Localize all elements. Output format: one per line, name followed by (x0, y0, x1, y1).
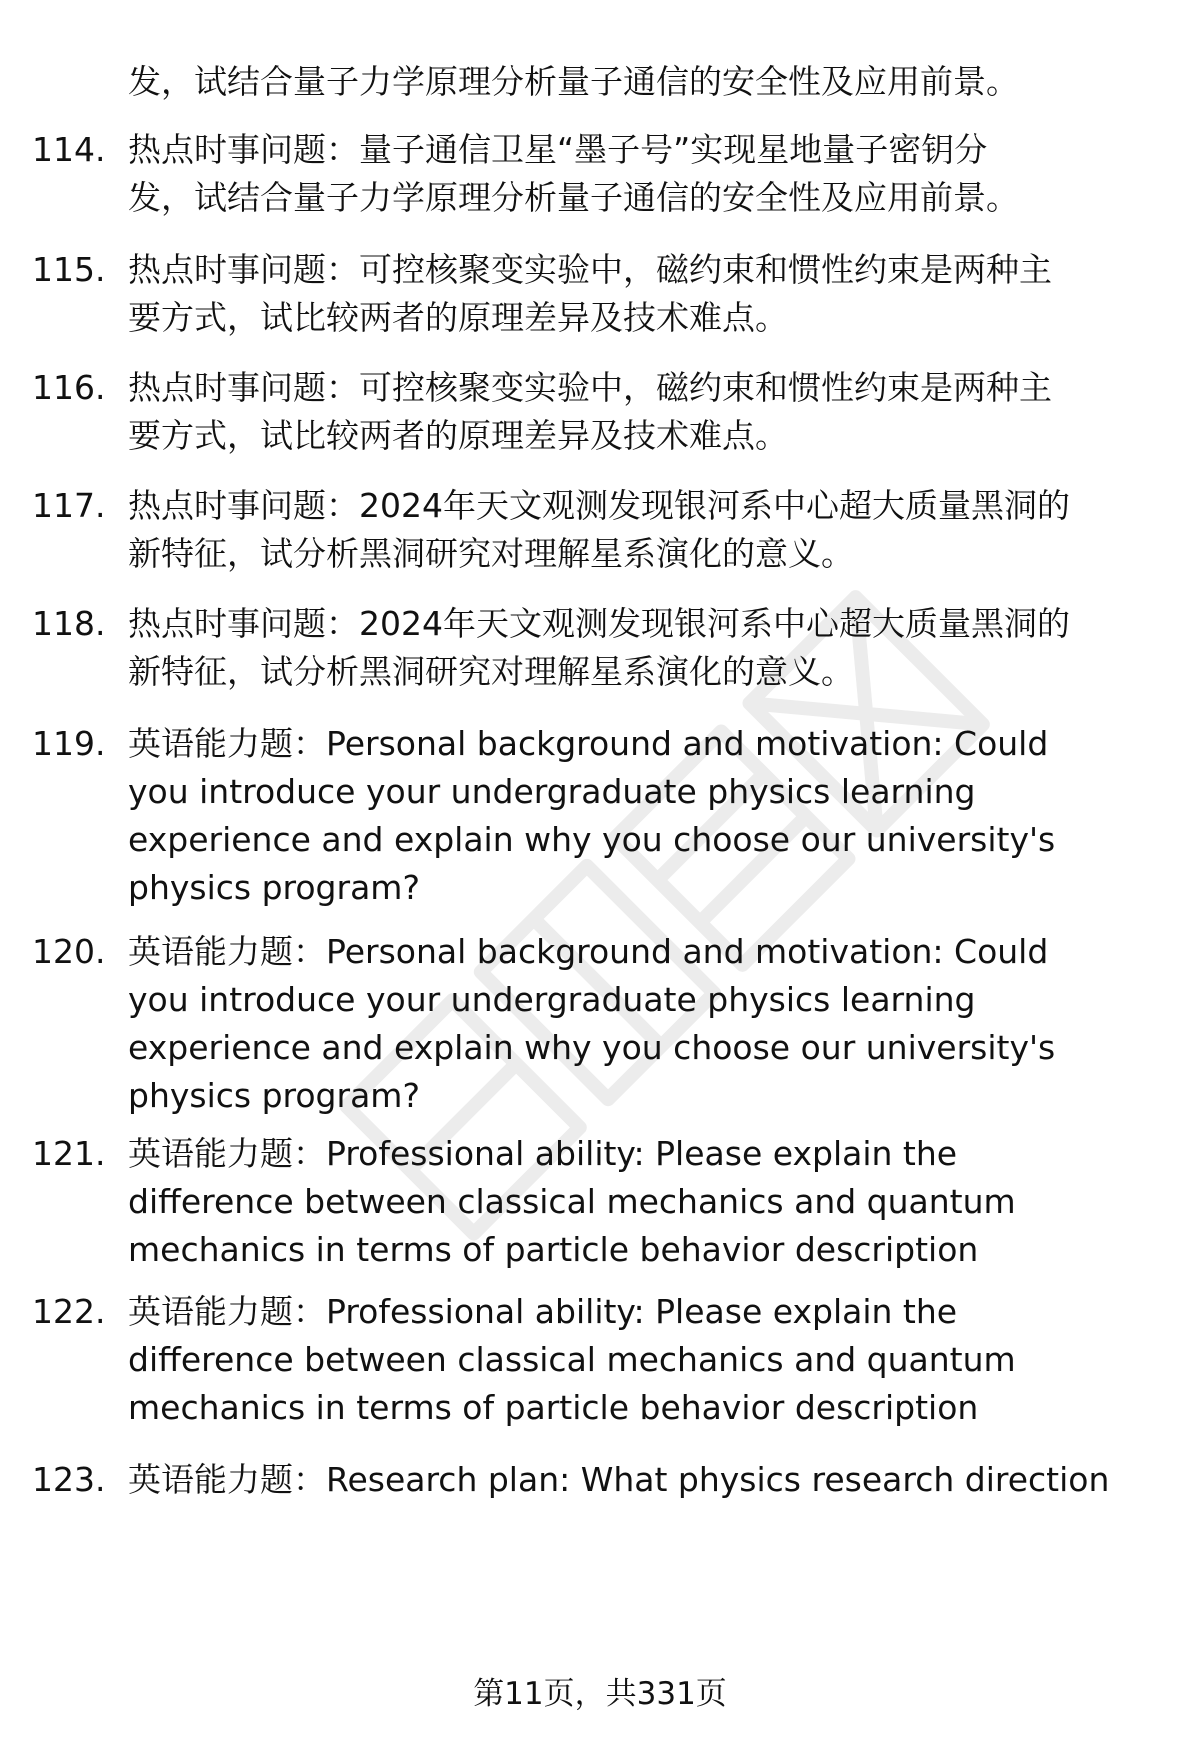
question-line: mechanics in terms of particle behavior description (128, 1230, 979, 1269)
question-text (128, 928, 1188, 1120)
question-line: 热点时事问题：可控核聚变实验中，磁约束和惯性约束是两种主 (128, 250, 1052, 289)
question-line: 热点时事问题：2024年天文观测发现银河系中心超大质量黑洞的 (128, 486, 1070, 525)
question-line: experience and explain why you choose our university's (128, 820, 1056, 859)
question-number: 122. (32, 1292, 106, 1331)
question-line: 英语能力题：Research plan: What physics research direction (128, 1460, 1110, 1499)
question-line: you introduce your undergraduate physics learning (128, 772, 976, 811)
question-number: 116. (32, 368, 106, 407)
question-line: 英语能力题：Personal background and motivation: Could (128, 932, 1049, 971)
question-text (128, 246, 1188, 342)
question-number: 118. (32, 604, 106, 643)
question-number: 117. (32, 486, 106, 525)
question-text (128, 720, 1188, 912)
question-line: 热点时事问题：量子通信卫星“墨子号”实现星地量子密钥分 (128, 130, 988, 169)
question-number: 120. (32, 932, 106, 971)
question-text (128, 1130, 1188, 1274)
question-line: 热点时事问题：2024年天文观测发现银河系中心超大质量黑洞的 (128, 604, 1070, 643)
question-number: 121. (32, 1134, 106, 1173)
question-text (128, 1288, 1188, 1432)
question-number: 123. (32, 1460, 106, 1499)
question-text (128, 1456, 1188, 1504)
question-line: physics program? (128, 868, 420, 907)
question-text (128, 126, 1188, 222)
question-line: difference between classical mechanics and quantum (128, 1182, 1016, 1221)
question-line: 英语能力题：Professional ability: Please explain the (128, 1292, 958, 1331)
question-line: you introduce your undergraduate physics learning (128, 980, 976, 1019)
question-line: 发，试结合量子力学原理分析量子通信的安全性及应用前景。 (128, 178, 1019, 217)
question-number: 115. (32, 250, 106, 289)
question-line: 热点时事问题：可控核聚变实验中，磁约束和惯性约束是两种主 (128, 368, 1052, 407)
question-line: 新特征，试分析黑洞研究对理解星系演化的意义。 (128, 534, 854, 573)
question-line: 要方式，试比较两者的原理差异及技术难点。 (128, 298, 788, 337)
question-text (128, 364, 1188, 460)
question-text (128, 600, 1188, 696)
question-line: 英语能力题：Professional ability: Please explain the (128, 1134, 958, 1173)
question-line: 新特征，试分析黑洞研究对理解星系演化的意义。 (128, 652, 854, 691)
question-line: 英语能力题：Personal background and motivation: Could (128, 724, 1049, 763)
question-line: physics program? (128, 1076, 420, 1115)
question-line: difference between classical mechanics and quantum (128, 1340, 1016, 1379)
question-text (128, 482, 1188, 578)
question-number: 119. (32, 724, 106, 763)
question-line: mechanics in terms of particle behavior description (128, 1388, 979, 1427)
page-number-footer: 第11页，共331页 (473, 1676, 727, 1712)
question-number: 114. (32, 130, 106, 169)
continued-question-fragment: 发，试结合量子力学原理分析量子通信的安全性及应用前景。 (128, 62, 1019, 101)
question-line: 要方式，试比较两者的原理差异及技术难点。 (128, 416, 788, 455)
question-line: experience and explain why you choose our university's (128, 1028, 1056, 1067)
